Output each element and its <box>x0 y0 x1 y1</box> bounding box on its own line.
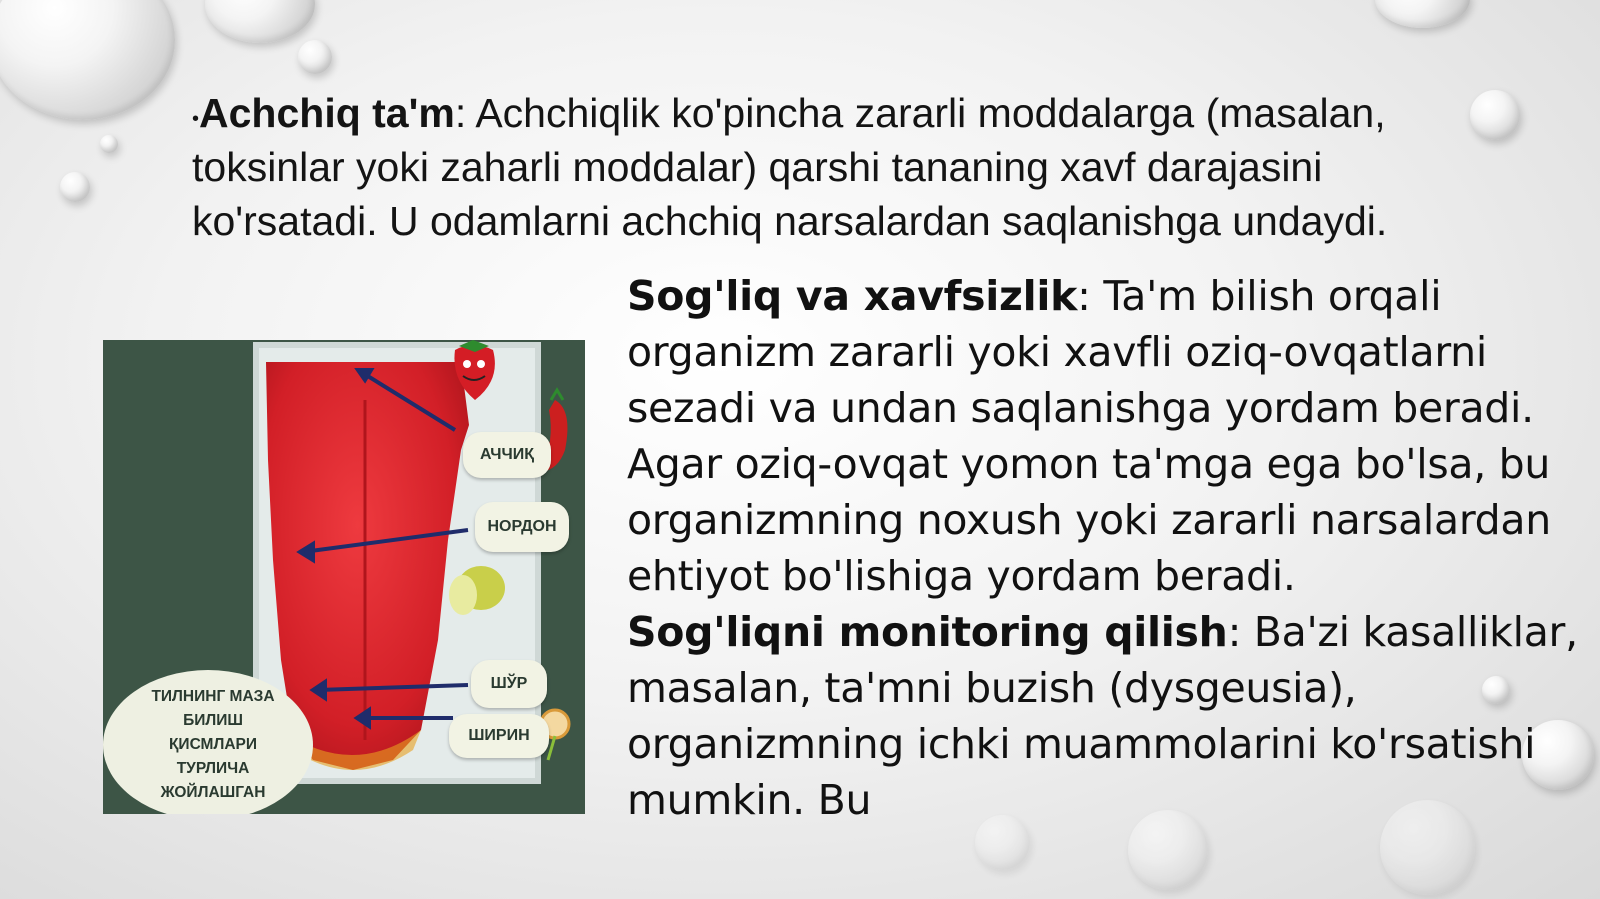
water-drop-decoration <box>60 172 90 202</box>
water-drop-decoration <box>100 135 118 153</box>
health-monitoring-text: : Ba'zi kasalliklar, masalan, ta'mni buzish (dysgeusia), organizmning ichki muammolarini ko'rsatishi mumkin. Bu <box>627 608 1578 824</box>
caption-line: БИЛИШ <box>183 712 243 729</box>
label-bitter: АЧЧИҚ <box>463 432 551 478</box>
water-drop-decoration <box>298 40 332 74</box>
health-monitoring-paragraph <box>627 604 1587 828</box>
water-drop-decoration <box>1375 0 1470 28</box>
health-safety-text: : Ta'm bilish orqali organizm zararli yoki xavfli oziq-ovqatlarni sezadi va undan saqlanishga yordam beradi. Agar oziq-ovqat yomon ta'mga ega bo'lsa, bu organizmning noxush yoki zararli narsalardan ehtiyot bo'lishiga yordam beradi. <box>627 272 1551 600</box>
caption-line: ТИЛНИНГ МАЗА <box>151 688 275 705</box>
health-safety-paragraph <box>627 268 1587 604</box>
water-drop-decoration <box>205 0 315 43</box>
diagram-caption <box>103 670 313 814</box>
caption-line: ЖОЙЛАШГАН <box>160 784 266 801</box>
bitter-taste-text: : Achchiqlik ko'pincha zararli moddalarga (masalan, toksinlar yoki zaharli moddalar) qarshi tananing xavf darajasini ko'rsatadi. U odamlarni achchiq narsalardan saqlanishga undaydi. <box>192 90 1388 244</box>
bitter-taste-paragraph <box>192 86 1452 248</box>
water-drop-decoration <box>0 0 175 120</box>
label-salty: ШЎР <box>471 660 547 708</box>
bitter-taste-term: Achchiq ta'm <box>199 90 455 136</box>
health-monitoring-term: Sog'liqni monitoring qilish <box>627 608 1228 656</box>
caption-line: ТУРЛИЧА <box>176 760 250 777</box>
bullet-marker: • <box>192 108 200 130</box>
health-safety-term: Sog'liq va xavfsizlik <box>627 272 1078 320</box>
tongue-taste-diagram <box>103 340 585 814</box>
lemon-icon <box>449 566 505 615</box>
water-drop-decoration <box>1470 90 1520 140</box>
caption-line: ҚИСМЛАРИ <box>168 736 258 753</box>
label-sweet: ШИРИН <box>449 714 549 758</box>
health-safety-text-block <box>627 268 1587 828</box>
label-sour: НОРДОН <box>475 502 569 552</box>
